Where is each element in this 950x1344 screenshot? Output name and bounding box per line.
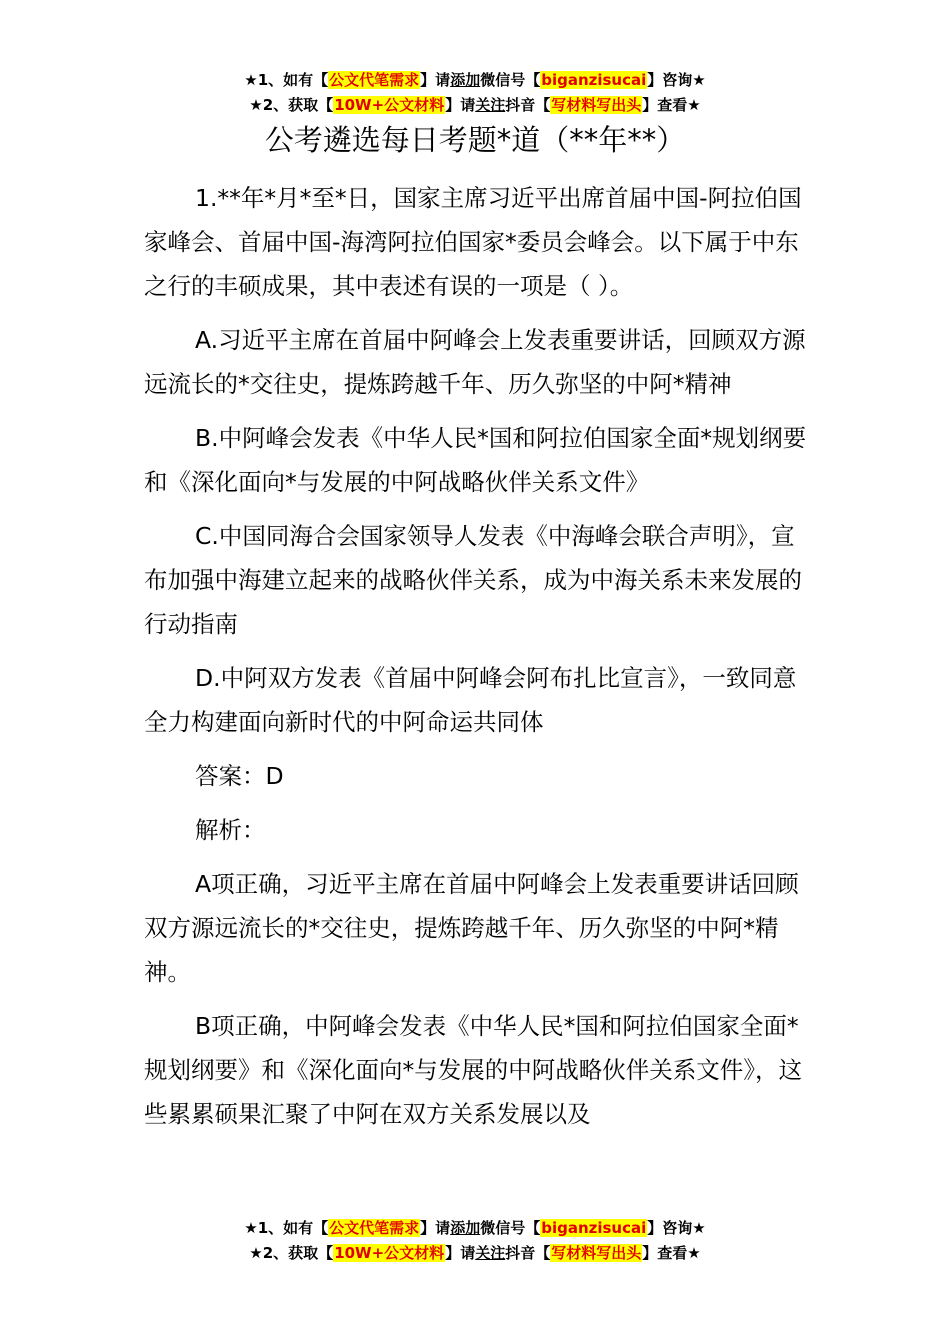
highlight-wechat-id: biganzisucai [541,1219,647,1237]
highlight-service: 公文代笔需求 [329,1219,420,1237]
highlight-wechat-id: biganzisucai [541,71,647,89]
option-b: B.中阿峰会发表《中华人民*国和阿拉伯国家全面*规划纲要和《深化面向*与发展的中阿战略伙伴关系文件》 [144,424,807,496]
question-stem: 1.**年*月*至*日，国家主席习近平出席首届中国-阿拉伯国家峰会、首届中国-海湾阿拉伯国家*委员会峰会。以下属于中东之行的丰硕成果，其中表述有误的一项是（ ）。 [144,184,802,300]
banner-line-1: ★1、如有【公文代笔需求】请添加微信号【biganzisucai】咨询★ [244,71,706,89]
highlight-service: 公文代笔需求 [329,71,420,89]
page-title: 公考遴选每日考题*道（**年**） [264,123,686,157]
header-banner [0,68,950,118]
analysis-a: A项正确，习近平主席在首届中阿峰会上发表重要讲话回顾双方源远流长的*交往史，提炼跨越千年、历久弥坚的中阿*精神。 [144,870,799,986]
document-body [144,176,808,1146]
analysis-b: B项正确，中阿峰会发表《中华人民*国和阿拉伯国家全面*规划纲要》和《深化面向*与发展的中阿战略伙伴关系文件》，这些累累硕果汇聚了中阿在双方关系发展以及 [144,1012,802,1128]
banner-line-2: ★2、获取【10W+公文材料】请关注抖音【写材料写出头】查看★ [249,1244,701,1262]
analysis-heading: 解析： [195,816,266,844]
banner-line-2: ★2、获取【10W+公文材料】请关注抖音【写材料写出头】查看★ [249,96,701,114]
banner-line-1: ★1、如有【公文代笔需求】请添加微信号【biganzisucai】咨询★ [244,1219,706,1237]
option-a: A.习近平主席在首届中阿峰会上发表重要讲话，回顾双方源远流长的*交往史，提炼跨越千年、历久弥坚的中阿*精神 [144,326,806,398]
highlight-materials: 10W+公文材料 [334,96,445,114]
highlight-douyin-account: 写材料写出头 [551,1244,642,1262]
option-d: D.中阿双方发表《首届中阿峰会阿布扎比宣言》，一致同意全力构建面向新时代的中阿命运共同体 [144,664,797,736]
footer-banner [0,1216,950,1266]
highlight-materials: 10W+公文材料 [334,1244,445,1262]
answer: 答案：D [195,762,284,790]
highlight-douyin-account: 写材料写出头 [551,96,642,114]
option-c: C.中国同海合会国家领导人发表《中海峰会联合声明》，宣布加强中海建立起来的战略伙伴关系，成为中海关系未来发展的行动指南 [144,522,802,638]
